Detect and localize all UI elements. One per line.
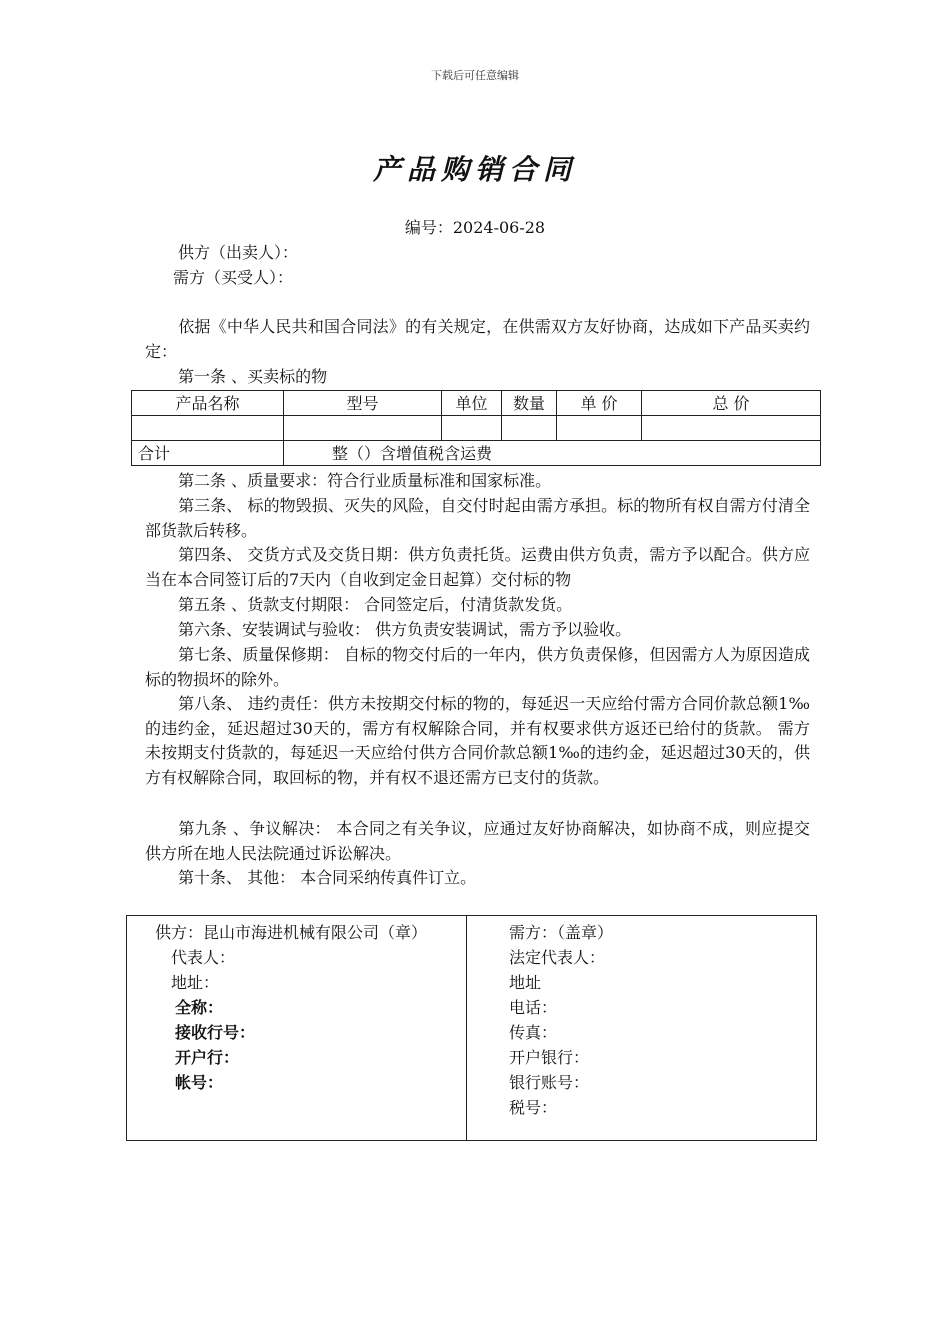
signature-table: [126, 915, 817, 1141]
intro-text: 依据《中华人民共和国合同法》的有关规定，在供需双方友好协商，达成如下产品买卖约定：: [145, 317, 810, 361]
clause-1-text: 第一条 、买卖标的物: [178, 367, 328, 386]
buyer-account: 银行账号：: [509, 1073, 590, 1092]
header-total-price: 总 价: [642, 391, 821, 416]
buyer-tax: 税号：: [509, 1098, 558, 1117]
total-label: 合计: [132, 441, 284, 466]
buyer-rep: 法定代表人：: [509, 948, 606, 967]
clause-9: [145, 817, 810, 866]
clause-8: [145, 692, 810, 790]
header-quantity: 数量: [502, 391, 557, 416]
cell-empty: [284, 416, 442, 441]
clause-5-text: 第五条 、货款支付期限： 合同签定后，付清货款发货。: [178, 595, 573, 614]
supplier-rep: 代表人：: [171, 948, 236, 967]
header-unit-price: 单 价: [557, 391, 642, 416]
clause-1: [145, 365, 810, 390]
contract-number: 编号：2024-06-28: [404, 218, 546, 237]
supplier-sign-cell: [127, 916, 467, 1141]
header-note: 下载后可任意编辑: [431, 69, 519, 82]
goods-table: [131, 390, 821, 466]
cell-empty: [442, 416, 502, 441]
supplier-bank-code: 接收行号：: [175, 1023, 256, 1042]
clause-6-text: 第六条、安装调试与验收： 供方负责安装调试，需方予以验收。: [178, 620, 632, 639]
clause-7: [145, 643, 810, 692]
supplier-line: 供方（出卖人）：: [178, 243, 299, 262]
goods-total-row: [132, 441, 821, 466]
clause-6: [145, 618, 810, 643]
intro-paragraph: [145, 315, 810, 364]
clause-7-text: 第七条、质量保修期： 自标的物交付后的一年内，供方负责保修，但因需方人为原因造成标的物损坏的除外。: [145, 645, 810, 689]
clause-2-text: 第二条 、质量要求：符合行业质量标准和国家标准。: [178, 471, 552, 490]
header-unit: 单位: [442, 391, 502, 416]
supplier-name: 供方：昆山市海进机械有限公司（章）: [155, 923, 428, 942]
clause-3: [145, 494, 810, 543]
clause-2: [145, 469, 810, 494]
supplier-account: 帐号：: [175, 1073, 224, 1092]
header-product-name: 产品名称: [132, 391, 284, 416]
page-title: 产品购销合同: [372, 153, 577, 186]
clause-10: [145, 866, 810, 891]
clause-5: [145, 593, 810, 618]
cell-empty: [642, 416, 821, 441]
buyer-line: 需方（买受人）：: [173, 268, 294, 287]
clause-3-text: 第三条、 标的物毁损、灭失的风险，自交付时起由需方承担。标的物所有权自需方付清全部货款后转移。: [145, 496, 810, 540]
buyer-bank: 开户银行：: [509, 1048, 590, 1067]
cell-empty: [502, 416, 557, 441]
header-model: 型号: [284, 391, 442, 416]
buyer-name: 需方：（盖章）: [509, 923, 614, 942]
clause-4-text: 第四条、 交货方式及交货日期：供方负责托货。运费由供方负责，需方予以配合。供方应当在本合同签订后的7天内（自收到定金日起算）交付标的物: [145, 545, 810, 589]
clause-10-text: 第十条、 其他： 本合同采纳传真件订立。: [178, 868, 477, 887]
cell-empty: [132, 416, 284, 441]
goods-empty-row: [132, 416, 821, 441]
buyer-fax: 传真：: [509, 1023, 558, 1042]
buyer-sign-cell: [467, 916, 817, 1141]
total-text: 整（）含增值税含运费: [284, 441, 821, 466]
goods-header-row: [132, 391, 821, 416]
supplier-full-name: 全称：: [175, 998, 224, 1017]
supplier-address: 地址：: [171, 973, 220, 992]
buyer-address: 地址: [509, 973, 542, 992]
supplier-bank: 开户行：: [175, 1048, 240, 1067]
cell-empty: [557, 416, 642, 441]
clause-8-text: 第八条、 违约责任：供方未按期交付标的物的，每延迟一天应给付需方合同价款总额1‰的违约金，延迟超过30天的，需方有权解除合同，并有权要求供方返还已给付的货款。 需方未按期支付货款的，每延迟一天应给付供方合同价款总额1‰的违约金，延迟超过30天的，供方有权解除合同，取回标的物，并有权不退还需方已支付的货款。: [145, 694, 810, 787]
clause-9-text: 第九条 、争议解决： 本合同之有关争议，应通过友好协商解决，如协商不成，则应提交供方所在地人民法院通过诉讼解决。: [145, 819, 810, 863]
buyer-phone: 电话：: [509, 998, 558, 1017]
clause-4: [145, 543, 810, 592]
